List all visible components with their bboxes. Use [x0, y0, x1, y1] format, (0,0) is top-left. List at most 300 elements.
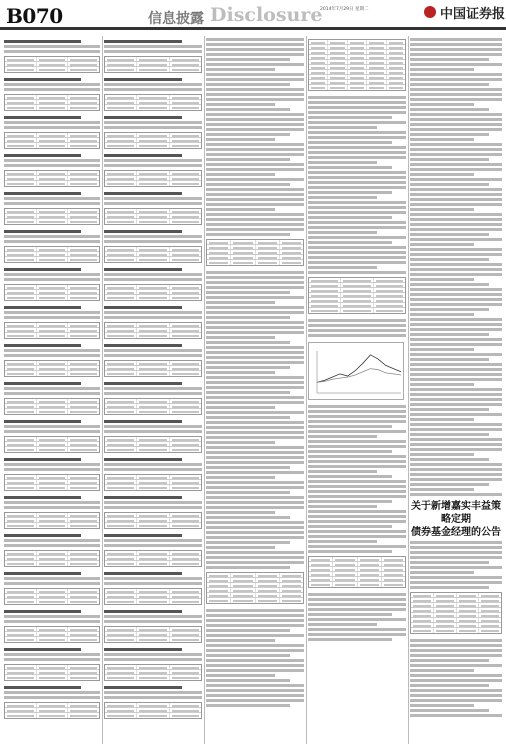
- cell-text: [139, 715, 166, 717]
- text-line: [410, 138, 474, 141]
- cell-text: [70, 449, 97, 451]
- cell-text: [7, 335, 34, 337]
- table-cell: [387, 65, 405, 69]
- table-cell: [137, 285, 169, 289]
- table-cell: [37, 67, 69, 72]
- table-cell: [105, 518, 137, 522]
- table-cell: [358, 577, 382, 581]
- text-line: [308, 530, 406, 533]
- table-cell: [256, 588, 280, 592]
- table-cell: [387, 85, 405, 90]
- text-line: [206, 496, 304, 499]
- cell-text: [107, 563, 134, 565]
- cell-text: [413, 630, 431, 632]
- table-cell: [37, 480, 69, 484]
- cell-text: [343, 295, 370, 297]
- cell-text: [311, 62, 325, 64]
- table-cell: [37, 437, 69, 441]
- text-line: [104, 539, 202, 542]
- text-line: [206, 506, 304, 509]
- table-cell: [5, 594, 37, 598]
- cell-text: [389, 72, 403, 74]
- text-line: [308, 211, 406, 214]
- table-row: [207, 598, 303, 603]
- text-line: [206, 83, 290, 86]
- text-line: [206, 108, 290, 111]
- table-cell: [367, 75, 386, 79]
- cell-text: [7, 368, 34, 370]
- paper-logo-icon: [424, 6, 436, 18]
- text-line: [410, 318, 502, 321]
- table-cell: [434, 628, 457, 633]
- cell-text: [107, 368, 134, 370]
- cell-text: [139, 525, 166, 527]
- text-line: [410, 238, 502, 241]
- table-cell: [137, 703, 169, 707]
- cell-text: [70, 558, 97, 560]
- table-cell: [170, 295, 201, 300]
- cell-text: [70, 183, 97, 185]
- text-line: [308, 201, 406, 204]
- table-cell: [37, 323, 69, 327]
- cell-text: [139, 710, 166, 712]
- cell-text: [311, 47, 325, 49]
- cell-text: [384, 564, 403, 566]
- cell-text: [172, 107, 199, 109]
- text-line: [308, 161, 377, 164]
- text-line: [410, 208, 474, 211]
- cell-text: [107, 64, 134, 66]
- text-line: [4, 273, 100, 276]
- table-row: [5, 675, 99, 680]
- section-title-en: Disclosure: [210, 4, 323, 26]
- announcement-title-line1: 关于新增嘉实丰益策略定期: [411, 501, 501, 525]
- table-cell: [68, 409, 99, 414]
- table-cell: [5, 361, 37, 365]
- cell-text: [311, 569, 330, 571]
- table-cell: [137, 485, 169, 490]
- text-line: [410, 148, 502, 151]
- table-cell: [170, 665, 201, 669]
- cell-text: [39, 677, 66, 679]
- text-line: [206, 376, 304, 379]
- table-cell: [68, 100, 99, 104]
- table-cell: [68, 95, 99, 99]
- text-line: [410, 383, 474, 386]
- text-line: [206, 486, 304, 489]
- cell-text: [39, 515, 66, 517]
- text-line: [410, 303, 502, 306]
- text-line: [104, 501, 202, 504]
- cell-text: [7, 59, 34, 61]
- table-cell: [170, 133, 201, 137]
- cell-text: [172, 406, 199, 408]
- cell-text: [258, 600, 277, 602]
- table-cell: [137, 594, 169, 598]
- table-cell: [68, 171, 99, 175]
- cell-text: [70, 601, 97, 603]
- text-line: [308, 334, 406, 337]
- table-cell: [348, 60, 367, 64]
- cell-text: [39, 667, 66, 669]
- cell-text: [39, 411, 66, 413]
- cell-text: [39, 292, 66, 294]
- cell-text: [233, 590, 252, 592]
- cell-text: [282, 252, 301, 254]
- text-line: [104, 658, 202, 661]
- data-table: [4, 702, 100, 719]
- text-line: [308, 435, 377, 438]
- table-cell: [231, 593, 255, 597]
- cell-text: [7, 558, 34, 560]
- data-table: [4, 208, 100, 225]
- text-line: [410, 258, 489, 261]
- table-cell: [68, 290, 99, 294]
- cell-text: [369, 47, 383, 49]
- table-row: [105, 675, 201, 680]
- table-cell: [37, 143, 69, 148]
- block-heading: [4, 306, 81, 309]
- text-line: [308, 420, 406, 423]
- cell-text: [172, 135, 199, 137]
- nav-line-chart: [308, 342, 404, 400]
- cell-text: [459, 595, 477, 597]
- text-line: [206, 326, 304, 329]
- table-cell: [457, 618, 480, 622]
- block-heading: [4, 610, 81, 613]
- text-line: [206, 381, 304, 384]
- table-cell: [170, 361, 201, 365]
- table-cell: [105, 143, 137, 148]
- data-table: [104, 588, 202, 605]
- text-line: [308, 146, 406, 149]
- cell-text: [172, 710, 199, 712]
- text-line: [410, 308, 489, 311]
- table-cell: [309, 50, 328, 54]
- cell-text: [389, 62, 403, 64]
- text-line: [308, 450, 392, 453]
- cell-text: [39, 672, 66, 674]
- table-cell: [479, 618, 501, 622]
- table-cell: [137, 442, 169, 446]
- text-line: [206, 669, 304, 672]
- text-line: [410, 253, 502, 256]
- table-cell: [137, 295, 169, 300]
- table-cell: [68, 328, 99, 332]
- table-cell: [341, 308, 373, 313]
- table-cell: [68, 399, 99, 403]
- text-line: [308, 515, 406, 518]
- table-cell: [5, 214, 37, 218]
- table-cell: [137, 57, 169, 61]
- cell-text: [70, 553, 97, 555]
- cell-text: [39, 335, 66, 337]
- text-line: [410, 338, 502, 341]
- table-cell: [170, 485, 201, 490]
- cell-text: [360, 559, 379, 561]
- table-cell: [328, 70, 347, 74]
- cell-text: [107, 135, 134, 137]
- cell-text: [282, 580, 301, 582]
- table-cell: [411, 613, 434, 617]
- text-line: [206, 118, 304, 121]
- cell-text: [389, 57, 403, 59]
- text-line: [308, 136, 406, 139]
- table-cell: [105, 713, 137, 718]
- table-cell: [68, 252, 99, 256]
- data-table: [4, 398, 100, 415]
- table-cell: [309, 308, 341, 313]
- table-cell: [68, 57, 99, 61]
- table-cell: [137, 95, 169, 99]
- table-cell: [374, 308, 405, 313]
- table-cell: [256, 583, 280, 587]
- table-cell: [256, 598, 280, 603]
- text-line: [206, 481, 304, 484]
- text-line: [410, 343, 502, 346]
- table-cell: [105, 551, 137, 555]
- cell-text: [481, 615, 499, 617]
- cell-text: [436, 605, 454, 607]
- cell-text: [335, 584, 354, 586]
- table-cell: [309, 577, 333, 581]
- cell-text: [172, 297, 199, 299]
- cell-text: [389, 77, 403, 79]
- text-line: [308, 495, 406, 498]
- text-line: [206, 609, 304, 612]
- text-line: [410, 664, 502, 667]
- cell-text: [459, 620, 477, 622]
- table-cell: [457, 613, 480, 617]
- cell-text: [107, 596, 134, 598]
- table-row: [5, 447, 99, 452]
- cell-text: [343, 285, 370, 287]
- table-cell: [170, 143, 201, 148]
- table-cell: [68, 632, 99, 636]
- text-line: [206, 436, 304, 439]
- table-cell: [5, 627, 37, 631]
- section-title-cn: 信息披露: [148, 11, 204, 27]
- column-5-upper: [410, 38, 502, 496]
- cell-text: [172, 715, 199, 717]
- data-table: [4, 550, 100, 567]
- table-cell: [367, 65, 386, 69]
- cell-text: [360, 569, 379, 571]
- text-line: [308, 540, 377, 543]
- cell-text: [39, 297, 66, 299]
- cell-text: [350, 47, 364, 49]
- cell-text: [139, 563, 166, 565]
- text-line: [206, 193, 304, 196]
- text-line: [410, 556, 502, 559]
- text-line: [410, 433, 489, 436]
- cell-text: [7, 102, 34, 104]
- text-line: [4, 159, 100, 162]
- cell-text: [70, 363, 97, 365]
- table-cell: [411, 608, 434, 612]
- cell-text: [7, 401, 34, 403]
- table-cell: [5, 556, 37, 560]
- table-cell: [68, 589, 99, 593]
- cell-text: [172, 292, 199, 294]
- cell-text: [258, 575, 277, 577]
- cell-text: [413, 620, 431, 622]
- cell-text: [139, 667, 166, 669]
- table-cell: [333, 577, 357, 581]
- table-row: [5, 143, 99, 148]
- table-cell: [341, 283, 373, 287]
- text-line: [308, 171, 406, 174]
- cell-text: [39, 140, 66, 142]
- table-cell: [348, 50, 367, 54]
- text-line: [410, 413, 502, 416]
- cell-text: [311, 82, 325, 84]
- text-line: [4, 425, 100, 428]
- table-cell: [137, 637, 169, 642]
- cell-text: [7, 325, 34, 327]
- table-cell: [37, 594, 69, 598]
- cell-text: [172, 368, 199, 370]
- cell-text: [139, 601, 166, 603]
- table-cell: [280, 588, 303, 592]
- table-cell: [170, 556, 201, 560]
- table-cell: [348, 80, 367, 84]
- cell-text: [233, 247, 252, 249]
- table-cell: [256, 240, 280, 244]
- cell-text: [258, 242, 277, 244]
- table-cell: [68, 523, 99, 528]
- text-line: [410, 473, 502, 476]
- cell-text: [172, 183, 199, 185]
- text-line: [308, 623, 377, 626]
- cell-text: [39, 444, 66, 446]
- cell-text: [139, 482, 166, 484]
- table-cell: [387, 80, 405, 84]
- table-cell: [137, 209, 169, 213]
- cell-text: [70, 525, 97, 527]
- cell-text: [172, 330, 199, 332]
- text-line: [410, 38, 502, 41]
- cell-text: [7, 525, 34, 527]
- issue-date: 2014年7月29日 星期二: [320, 7, 369, 12]
- text-line: [308, 96, 406, 99]
- table-cell: [170, 176, 201, 180]
- table-cell: [37, 551, 69, 555]
- table-cell: [105, 523, 137, 528]
- block-heading: [104, 686, 182, 689]
- table-cell: [170, 475, 201, 479]
- text-line: [104, 50, 202, 53]
- text-line: [410, 378, 502, 381]
- cell-text: [39, 211, 66, 213]
- text-line: [410, 183, 489, 186]
- cell-text: [7, 292, 34, 294]
- text-line: [206, 233, 290, 236]
- cell-text: [311, 87, 325, 89]
- data-table: [104, 512, 202, 529]
- table-cell: [170, 551, 201, 555]
- cell-text: [139, 254, 166, 256]
- table-cell: [170, 209, 201, 213]
- text-line: [206, 148, 304, 151]
- cell-text: [209, 590, 228, 592]
- cell-text: [282, 590, 301, 592]
- column-5: [410, 36, 502, 744]
- cell-text: [70, 97, 97, 99]
- table-cell: [170, 518, 201, 522]
- table-cell: [358, 582, 382, 587]
- text-line: [410, 188, 502, 191]
- table-cell: [137, 366, 169, 370]
- table-cell: [457, 603, 480, 607]
- table-cell: [170, 95, 201, 99]
- text-line: [4, 658, 100, 661]
- table-cell: [170, 328, 201, 332]
- table-cell: [137, 176, 169, 180]
- cell-text: [107, 140, 134, 142]
- cell-text: [7, 259, 34, 261]
- cell-text: [139, 634, 166, 636]
- table-row: [105, 523, 201, 528]
- table-cell: [137, 247, 169, 251]
- table-cell: [5, 442, 37, 446]
- cell-text: [376, 290, 403, 292]
- text-line: [410, 178, 502, 181]
- table-cell: [68, 561, 99, 566]
- table-cell: [105, 703, 137, 707]
- cell-text: [139, 591, 166, 593]
- cell-text: [70, 216, 97, 218]
- table-cell: [434, 613, 457, 617]
- table-cell: [137, 252, 169, 256]
- table-cell: [37, 181, 69, 186]
- text-line: [206, 699, 304, 702]
- text-line: [308, 613, 392, 616]
- table-row: [105, 485, 201, 490]
- table-cell: [231, 260, 255, 265]
- cell-text: [172, 254, 199, 256]
- table-cell: [68, 176, 99, 180]
- table-cell: [5, 437, 37, 441]
- table-cell: [105, 361, 137, 365]
- text-line: [4, 126, 100, 129]
- block-heading: [104, 116, 182, 119]
- table-row: [5, 219, 99, 224]
- table-cell: [341, 298, 373, 302]
- table-cell: [68, 285, 99, 289]
- table-cell: [5, 513, 37, 517]
- text-line: [206, 566, 290, 569]
- table-cell: [382, 582, 405, 587]
- cell-text: [311, 67, 325, 69]
- text-line: [206, 168, 304, 171]
- cell-text: [172, 102, 199, 104]
- table-cell: [457, 608, 480, 612]
- cell-text: [481, 630, 499, 632]
- table-cell: [37, 219, 69, 224]
- text-line: [104, 544, 202, 547]
- cell-text: [172, 629, 199, 631]
- cell-text: [7, 216, 34, 218]
- table-cell: [5, 323, 37, 327]
- cell-text: [258, 590, 277, 592]
- cell-text: [70, 406, 97, 408]
- text-line: [206, 634, 304, 637]
- table-cell: [37, 133, 69, 137]
- table-cell: [37, 399, 69, 403]
- table-cell: [37, 295, 69, 300]
- text-line: [206, 649, 304, 652]
